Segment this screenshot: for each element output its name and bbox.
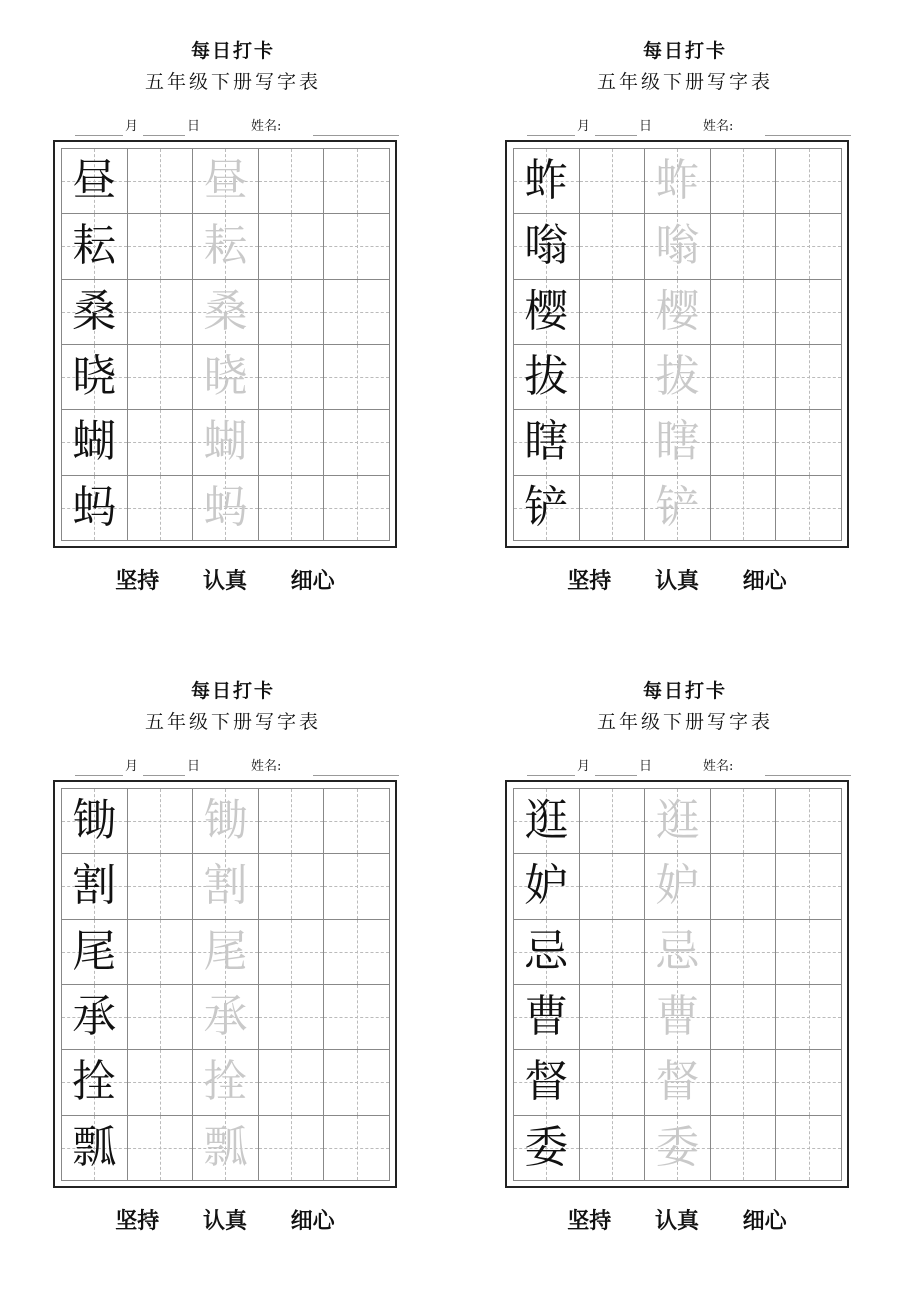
blank-writing-cell[interactable]: [711, 149, 777, 214]
trace-character-cell[interactable]: [193, 1050, 259, 1115]
blank-writing-cell[interactable]: [776, 410, 842, 475]
trace-character-cell[interactable]: [193, 476, 259, 541]
model-character-cell: [62, 410, 128, 475]
date-name-line: [525, 114, 855, 136]
practice-grid-frame: [53, 140, 397, 548]
model-character: 督: [524, 1056, 569, 1108]
month-blank[interactable]: [527, 135, 575, 136]
blank-writing-cell[interactable]: [324, 345, 390, 410]
trace-character: 忌: [655, 925, 700, 977]
blank-writing-cell[interactable]: [259, 1050, 325, 1115]
trace-character-cell[interactable]: [193, 789, 259, 854]
blank-writing-cell[interactable]: [776, 854, 842, 919]
blank-writing-cell[interactable]: [324, 920, 390, 985]
blank-writing-cell[interactable]: [711, 476, 777, 541]
blank-writing-cell[interactable]: [259, 214, 325, 279]
motto-persist: 坚持: [567, 1208, 612, 1234]
model-character: 樱: [524, 285, 569, 337]
day-blank[interactable]: [595, 775, 637, 776]
blank-writing-cell[interactable]: [259, 280, 325, 345]
model-character-cell: [62, 280, 128, 345]
trace-character-cell[interactable]: [193, 985, 259, 1050]
trace-character: 尾: [203, 925, 248, 977]
practice-sheet: [53, 36, 413, 656]
month-label: 月: [125, 759, 139, 774]
blank-writing-cell[interactable]: [580, 214, 646, 279]
blank-writing-cell[interactable]: [580, 280, 646, 345]
motto: [53, 564, 397, 595]
motto-attentive: 细心: [742, 568, 787, 594]
month-label: 月: [577, 759, 591, 774]
name-label: 姓名:: [703, 119, 734, 134]
practice-grid: [61, 788, 390, 1181]
blank-writing-cell[interactable]: [128, 149, 194, 214]
motto-attentive: 细心: [290, 568, 335, 594]
blank-writing-cell[interactable]: [259, 920, 325, 985]
trace-character-cell[interactable]: [193, 1116, 259, 1181]
trace-character: 妒: [655, 860, 700, 912]
trace-character: 割: [203, 860, 248, 912]
model-character: 妒: [524, 860, 569, 912]
blank-writing-cell[interactable]: [711, 985, 777, 1050]
blank-writing-cell[interactable]: [580, 920, 646, 985]
model-character: 瓢: [72, 1121, 117, 1173]
trace-character: 瓢: [203, 1121, 248, 1173]
model-character: 瞎: [524, 416, 569, 468]
motto-persist: 坚持: [115, 1208, 160, 1234]
sheet-title: 每日打卡: [642, 40, 727, 62]
model-character: 蚱: [524, 155, 569, 207]
trace-character: 曹: [655, 991, 700, 1043]
blank-writing-cell[interactable]: [711, 410, 777, 475]
model-character-cell: [514, 149, 580, 214]
name-blank[interactable]: [765, 775, 851, 776]
blank-writing-cell[interactable]: [324, 476, 390, 541]
blank-writing-cell[interactable]: [776, 149, 842, 214]
day-label: 日: [187, 759, 201, 774]
practice-sheet: [53, 676, 413, 1296]
date-name-line: [73, 754, 403, 776]
month-blank[interactable]: [75, 135, 123, 136]
day-label: 日: [187, 119, 201, 134]
model-character-cell: [62, 149, 128, 214]
trace-character: 委: [655, 1121, 700, 1173]
model-character-cell: [514, 854, 580, 919]
sheet-subtitle: 五年级下册写字表: [144, 71, 321, 93]
month-blank[interactable]: [75, 775, 123, 776]
blank-writing-cell[interactable]: [711, 214, 777, 279]
date-name-line: [73, 114, 403, 136]
trace-character: 耘: [203, 220, 248, 272]
model-character-cell: [514, 789, 580, 854]
blank-writing-cell[interactable]: [711, 1116, 777, 1181]
blank-writing-cell[interactable]: [324, 854, 390, 919]
blank-writing-cell[interactable]: [776, 920, 842, 985]
trace-character-cell[interactable]: [193, 214, 259, 279]
practice-grid: [513, 148, 842, 541]
trace-character: 蚱: [655, 155, 700, 207]
model-character-cell: [62, 920, 128, 985]
blank-writing-cell[interactable]: [711, 920, 777, 985]
blank-writing-cell[interactable]: [259, 410, 325, 475]
model-character: 桑: [72, 285, 117, 337]
name-label: 姓名:: [251, 759, 282, 774]
model-character-cell: [514, 920, 580, 985]
model-character: 逛: [524, 795, 569, 847]
model-character: 承: [72, 991, 117, 1043]
model-character: 锄: [72, 795, 117, 847]
day-blank[interactable]: [595, 135, 637, 136]
blank-writing-cell[interactable]: [324, 789, 390, 854]
trace-character-cell[interactable]: [193, 410, 259, 475]
blank-writing-cell[interactable]: [259, 789, 325, 854]
practice-grid: [61, 148, 390, 541]
trace-character-cell[interactable]: [193, 920, 259, 985]
model-character: 忌: [524, 925, 569, 977]
month-label: 月: [577, 119, 591, 134]
model-character: 铲: [524, 481, 569, 533]
motto-persist: 坚持: [567, 568, 612, 594]
model-character-cell: [62, 1050, 128, 1115]
blank-writing-cell[interactable]: [776, 345, 842, 410]
day-blank[interactable]: [143, 135, 185, 136]
trace-character-cell[interactable]: [645, 476, 711, 541]
trace-character: 拔: [655, 351, 700, 403]
blank-writing-cell[interactable]: [580, 410, 646, 475]
motto-careful: 认真: [654, 1208, 699, 1234]
model-character-cell: [514, 280, 580, 345]
trace-character: 蚂: [203, 481, 248, 533]
blank-writing-cell[interactable]: [580, 854, 646, 919]
trace-character-cell[interactable]: [645, 345, 711, 410]
trace-character-cell[interactable]: [193, 280, 259, 345]
sheet-subtitle: 五年级下册写字表: [596, 71, 773, 93]
motto: [53, 1204, 397, 1235]
trace-character: 督: [655, 1056, 700, 1108]
model-character: 曹: [524, 991, 569, 1043]
model-character-cell: [514, 345, 580, 410]
sheet-subtitle: 五年级下册写字表: [596, 711, 773, 733]
trace-character: 晓: [203, 351, 248, 403]
blank-writing-cell[interactable]: [711, 854, 777, 919]
practice-grid-frame: [505, 780, 849, 1188]
trace-character: 樱: [655, 285, 700, 337]
model-character-cell: [62, 476, 128, 541]
blank-writing-cell[interactable]: [128, 789, 194, 854]
model-character-cell: [62, 854, 128, 919]
blank-writing-cell[interactable]: [711, 789, 777, 854]
trace-character-cell[interactable]: [645, 985, 711, 1050]
day-blank[interactable]: [143, 775, 185, 776]
blank-writing-cell[interactable]: [128, 1050, 194, 1115]
trace-character-cell[interactable]: [193, 345, 259, 410]
motto: [505, 1204, 849, 1235]
name-label: 姓名:: [703, 759, 734, 774]
practice-grid: [513, 788, 842, 1181]
blank-writing-cell[interactable]: [324, 1050, 390, 1115]
model-character-cell: [514, 1050, 580, 1115]
blank-writing-cell[interactable]: [128, 854, 194, 919]
model-character: 拴: [72, 1056, 117, 1108]
name-blank[interactable]: [313, 775, 399, 776]
motto-attentive: 细心: [742, 1208, 787, 1234]
sheet-title: 每日打卡: [190, 40, 275, 62]
trace-character: 逛: [655, 795, 700, 847]
name-blank[interactable]: [765, 135, 851, 136]
blank-writing-cell[interactable]: [580, 985, 646, 1050]
trace-character: 铲: [655, 481, 700, 533]
trace-character-cell[interactable]: [645, 280, 711, 345]
blank-writing-cell[interactable]: [776, 789, 842, 854]
blank-writing-cell[interactable]: [776, 1116, 842, 1181]
blank-writing-cell[interactable]: [776, 214, 842, 279]
blank-writing-cell[interactable]: [776, 985, 842, 1050]
motto-persist: 坚持: [115, 568, 160, 594]
model-character: 委: [524, 1121, 569, 1173]
blank-writing-cell[interactable]: [128, 920, 194, 985]
model-character: 拔: [524, 351, 569, 403]
blank-writing-cell[interactable]: [259, 1116, 325, 1181]
trace-character-cell[interactable]: [645, 920, 711, 985]
blank-writing-cell[interactable]: [580, 1050, 646, 1115]
model-character-cell: [62, 789, 128, 854]
trace-character: 承: [203, 991, 248, 1043]
model-character-cell: [62, 985, 128, 1050]
sheet-title: 每日打卡: [642, 680, 727, 702]
trace-character-cell[interactable]: [645, 789, 711, 854]
trace-character-cell[interactable]: [645, 1116, 711, 1181]
blank-writing-cell[interactable]: [259, 985, 325, 1050]
motto-attentive: 细心: [290, 1208, 335, 1234]
model-character: 蝴: [72, 416, 117, 468]
blank-writing-cell[interactable]: [711, 1050, 777, 1115]
blank-writing-cell[interactable]: [324, 410, 390, 475]
model-character: 耘: [72, 220, 117, 272]
trace-character: 瞎: [655, 416, 700, 468]
blank-writing-cell[interactable]: [324, 214, 390, 279]
blank-writing-cell[interactable]: [324, 280, 390, 345]
blank-writing-cell[interactable]: [128, 1116, 194, 1181]
blank-writing-cell[interactable]: [128, 214, 194, 279]
trace-character: 锄: [203, 795, 248, 847]
name-label: 姓名:: [251, 119, 282, 134]
month-label: 月: [125, 119, 139, 134]
trace-character-cell[interactable]: [645, 1050, 711, 1115]
model-character-cell: [514, 476, 580, 541]
blank-writing-cell[interactable]: [128, 410, 194, 475]
blank-writing-cell[interactable]: [324, 985, 390, 1050]
blank-writing-cell[interactable]: [128, 345, 194, 410]
blank-writing-cell[interactable]: [711, 280, 777, 345]
blank-writing-cell[interactable]: [580, 1116, 646, 1181]
trace-character: 蝴: [203, 416, 248, 468]
motto-careful: 认真: [654, 568, 699, 594]
day-label: 日: [639, 119, 653, 134]
blank-writing-cell[interactable]: [324, 149, 390, 214]
model-character: 蚂: [72, 481, 117, 533]
model-character: 晓: [72, 351, 117, 403]
model-character-cell: [514, 214, 580, 279]
blank-writing-cell[interactable]: [580, 149, 646, 214]
blank-writing-cell[interactable]: [128, 280, 194, 345]
trace-character-cell[interactable]: [645, 410, 711, 475]
model-character: 昼: [72, 155, 117, 207]
model-character: 嗡: [524, 220, 569, 272]
practice-grid-frame: [505, 140, 849, 548]
name-blank[interactable]: [313, 135, 399, 136]
blank-writing-cell[interactable]: [259, 854, 325, 919]
blank-writing-cell[interactable]: [324, 1116, 390, 1181]
model-character-cell: [514, 985, 580, 1050]
model-character-cell: [62, 1116, 128, 1181]
practice-sheet: [505, 36, 865, 656]
model-character-cell: [62, 345, 128, 410]
practice-grid-frame: [53, 780, 397, 1188]
day-label: 日: [639, 759, 653, 774]
trace-character-cell[interactable]: [193, 854, 259, 919]
motto-careful: 认真: [202, 1208, 247, 1234]
motto: [505, 564, 849, 595]
trace-character-cell[interactable]: [645, 149, 711, 214]
trace-character: 桑: [203, 285, 248, 337]
blank-writing-cell[interactable]: [776, 280, 842, 345]
date-name-line: [525, 754, 855, 776]
blank-writing-cell[interactable]: [776, 476, 842, 541]
blank-writing-cell[interactable]: [580, 476, 646, 541]
trace-character-cell[interactable]: [645, 854, 711, 919]
model-character: 割: [72, 860, 117, 912]
blank-writing-cell[interactable]: [259, 476, 325, 541]
motto-careful: 认真: [202, 568, 247, 594]
model-character-cell: [514, 410, 580, 475]
trace-character: 拴: [203, 1056, 248, 1108]
blank-writing-cell[interactable]: [259, 345, 325, 410]
practice-sheet: [505, 676, 865, 1296]
trace-character: 嗡: [655, 220, 700, 272]
blank-writing-cell[interactable]: [580, 789, 646, 854]
sheet-title: 每日打卡: [190, 680, 275, 702]
blank-writing-cell[interactable]: [128, 985, 194, 1050]
blank-writing-cell[interactable]: [711, 345, 777, 410]
trace-character-cell[interactable]: [645, 214, 711, 279]
month-blank[interactable]: [527, 775, 575, 776]
blank-writing-cell[interactable]: [259, 149, 325, 214]
blank-writing-cell[interactable]: [776, 1050, 842, 1115]
model-character-cell: [62, 214, 128, 279]
model-character-cell: [514, 1116, 580, 1181]
blank-writing-cell[interactable]: [128, 476, 194, 541]
trace-character-cell[interactable]: [193, 149, 259, 214]
sheet-subtitle: 五年级下册写字表: [144, 711, 321, 733]
blank-writing-cell[interactable]: [580, 345, 646, 410]
model-character: 尾: [72, 925, 117, 977]
trace-character: 昼: [203, 155, 248, 207]
